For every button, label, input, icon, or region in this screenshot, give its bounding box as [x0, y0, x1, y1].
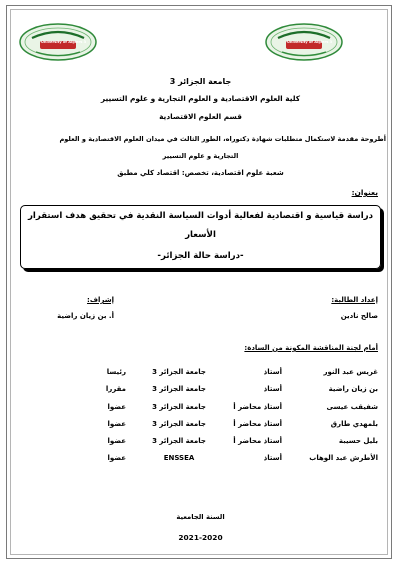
member-rank: أستاذ محاضر أ [233, 437, 282, 445]
supervisor-name: أ. بن زيان راضية [57, 312, 114, 320]
member-institution: جامعة الجزائر 3 [152, 437, 206, 445]
member-role: مقررا [105, 385, 126, 393]
member-name: بليل حسيبة [338, 437, 378, 445]
academic-year-value: 2021-2020 [178, 533, 223, 542]
member-name: بن زيان راضية [328, 385, 378, 393]
thesis-title-line1: دراسة قياسية و اقتصادية لفعالية أدوات السياسة النقدية في تحقيق هدف استقرار [27, 211, 374, 221]
university-logo-left [18, 22, 98, 62]
member-rank: أستاذ [263, 454, 282, 462]
university-logo-right [264, 22, 344, 62]
faculty-name: كلية العلوم الاقتصادية و العلوم التجارية و علوم التسيير [100, 94, 301, 103]
specialty: شعبة علوم اقتصادية، تخصص: اقتصاد كلي مطبق [117, 169, 284, 177]
member-rank: أستاذ [263, 368, 282, 376]
logo-caption: University of Algiers 3 [287, 40, 333, 44]
thesis-title-line2: الأسعار [185, 230, 216, 240]
member-name: غريس عبد النور [323, 368, 378, 376]
member-institution: جامعة الجزائر 3 [152, 420, 206, 428]
member-role: عضوا [107, 403, 126, 411]
university-name: جامعة الجزائر 3 [169, 77, 232, 86]
member-name: شفيقب عيسى [326, 403, 378, 411]
student-name: صالح نادين [340, 312, 378, 320]
thesis-title-case: -دراسة حالة الجزائر- [157, 251, 244, 261]
member-role: عضوا [107, 437, 126, 445]
member-rank: أستاذ محاضر أ [233, 403, 282, 411]
committee-label: أمام لجنة المناقشة المكونة من السادة: [244, 344, 378, 352]
member-role: عضوا [107, 420, 126, 428]
member-rank: أستاذ [263, 385, 282, 393]
member-role: عضوا [107, 454, 126, 462]
department-name: قسم العلوم الاقتصادية [159, 112, 242, 121]
member-institution: جامعة الجزائر 3 [152, 368, 206, 376]
member-rank: أستاذ محاضر أ [233, 420, 282, 428]
member-institution: ENSSEA [163, 454, 195, 462]
supervisor-label: إشراف: [87, 296, 114, 304]
academic-year-label: السنة الجامعية [176, 513, 225, 521]
title-label: بعنوان: [351, 188, 378, 197]
student-label: إعداد الطالبة: [331, 296, 378, 304]
thesis-purpose-line2: التجارية و علوم التسيير [162, 152, 239, 160]
thesis-purpose-line1: أطروحة مقدمة لاستكمال متطلبات شهادة دكتوراه، الطور الثالث في ميدان العلوم الاقتصادية و العلوم [59, 135, 386, 143]
member-institution: جامعة الجزائر 3 [152, 385, 206, 393]
member-name: بلمهدي طارق [330, 420, 378, 428]
member-role: رئيسا [106, 368, 126, 376]
page-border-inner [10, 9, 388, 555]
logo-caption: University of Algiers 3 [41, 40, 87, 44]
member-name: الأطرش عبد الوهاب [309, 454, 378, 462]
member-institution: جامعة الجزائر 3 [152, 403, 206, 411]
